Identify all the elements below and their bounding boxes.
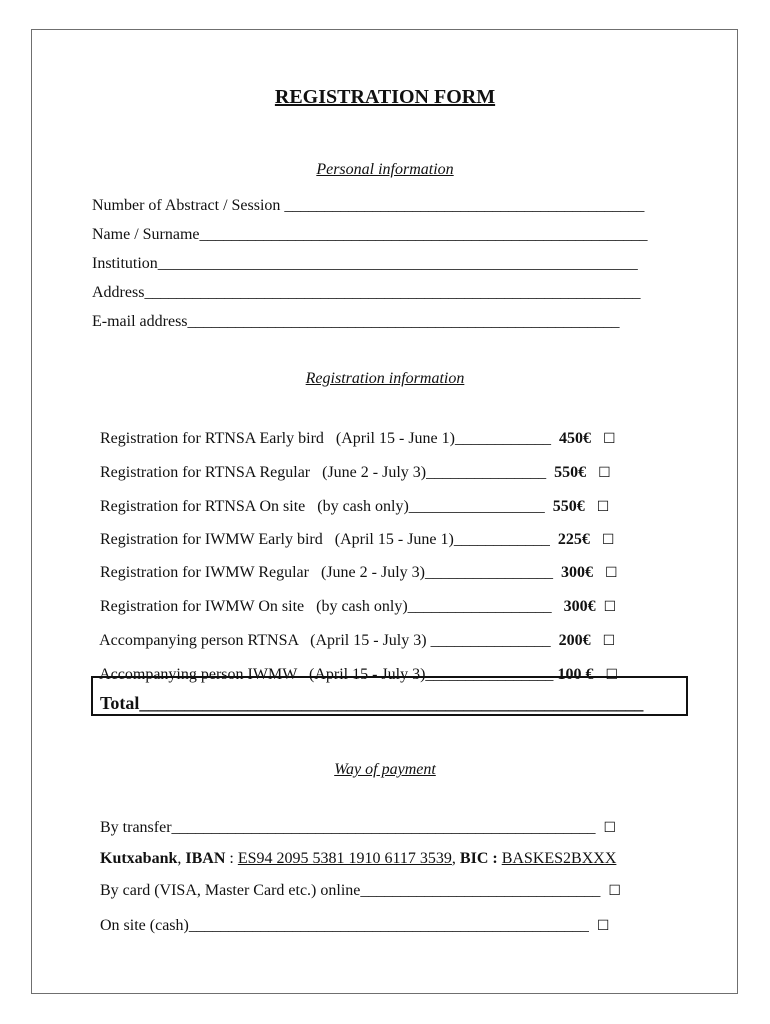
checkbox[interactable]: ☐ <box>602 633 616 649</box>
option-label: Registration for RTNSA Regular (June 2 - July 3)_______________ <box>100 464 555 481</box>
checkbox[interactable]: ☐ <box>608 883 621 899</box>
option-amount: 300€ <box>563 598 596 615</box>
option-label: Registration for IWMW Early bird (April 15 - June 1)____________ <box>100 531 558 548</box>
checkbox[interactable]: ☐ <box>603 820 617 836</box>
checkbox[interactable]: ☐ <box>604 565 618 581</box>
option-label: Registration for IWMW Regular (June 2 - July 3)________________ <box>100 564 561 581</box>
payment-cash-option <box>92 896 609 936</box>
card-label: By card (VISA, Master Card etc.) online______________________________ <box>100 882 601 899</box>
option-amount: 300€ <box>560 564 593 581</box>
option-amount: 100 € <box>557 666 594 683</box>
option-amount: 550€ <box>554 464 587 481</box>
option-label: Registration for RTNSA On site (by cash only)_________________ <box>100 498 553 515</box>
payment-heading: Way of payment <box>334 761 436 778</box>
personal-info-heading: Personal information <box>316 161 454 178</box>
option-label: Registration for IWMW On site (by cash only)__________________ <box>100 598 564 615</box>
bic-label: BIC : <box>459 850 498 867</box>
cash-label: On site (cash)__________________________________________________ <box>100 917 589 934</box>
checkbox[interactable]: ☐ <box>596 918 610 934</box>
bank-name: Kutxabank <box>100 850 178 867</box>
bank-details: Kutxabank, IBAN : ES94 2095 5381 1910 6117 3539, BIC : BASKES2BXXX <box>100 850 617 867</box>
checkbox[interactable]: ☐ <box>603 599 617 615</box>
option-amount: 550€ <box>552 498 585 515</box>
option-amount: 450€ <box>558 430 591 447</box>
page-title: REGISTRATION FORM <box>274 86 496 108</box>
option-amount: 225€ <box>557 531 590 548</box>
iban-value: ES94 2095 5381 1910 6117 3539 <box>237 850 452 867</box>
abstract-session-field[interactable]: Number of Abstract / Session _____________________________________________ <box>92 197 645 214</box>
total-box[interactable] <box>91 676 688 716</box>
email-field[interactable]: E-mail address______________________________________________________ <box>92 313 620 330</box>
bic-value: BASKES2BXXX <box>501 850 617 867</box>
option-label: Accompanying person IWMW (April 15 - July 3)________________ <box>99 666 558 683</box>
total-field: Total________________________________________________________ <box>100 693 644 713</box>
checkbox[interactable]: ☐ <box>605 667 618 683</box>
checkbox[interactable]: ☐ <box>601 532 615 548</box>
checkbox[interactable]: ☐ <box>596 499 610 515</box>
institution-field[interactable]: Institution____________________________________________________________ <box>92 255 638 272</box>
transfer-label: By transfer_____________________________________________________ <box>100 819 596 836</box>
option-amount: 200€ <box>558 632 591 649</box>
checkbox[interactable]: ☐ <box>598 465 611 481</box>
option-label: Accompanying person RTNSA (April 15 - July 3) _______________ <box>99 632 559 649</box>
iban-label: IBAN <box>185 850 226 867</box>
name-surname-field[interactable]: Name / Surname________________________________________________________ <box>92 226 648 243</box>
registration-info-heading: Registration information <box>305 370 465 387</box>
payment-card-option <box>92 861 621 901</box>
address-field[interactable]: Address______________________________________________________________ <box>92 284 641 301</box>
option-label: Registration for RTNSA Early bird (April 15 - June 1)____________ <box>100 430 559 447</box>
checkbox[interactable]: ☐ <box>602 431 616 447</box>
